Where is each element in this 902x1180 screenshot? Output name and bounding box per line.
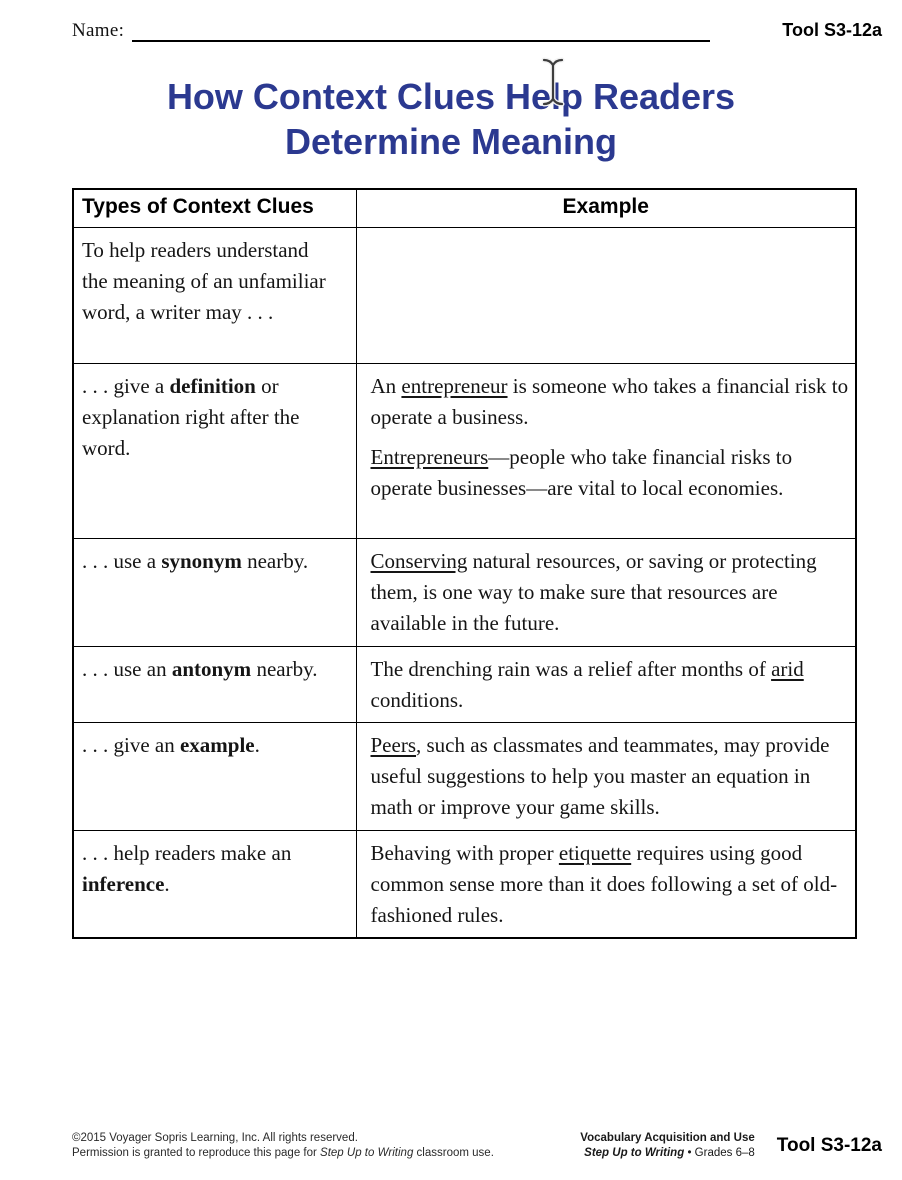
table-row-inference — [73, 830, 856, 938]
series-strand-label: Vocabulary Acquisition and Use — [580, 1132, 755, 1144]
clue-text — [82, 546, 338, 577]
page-title-line1: How Context Clues Help Readers — [166, 76, 736, 117]
intro-clue-cell — [73, 227, 356, 363]
text-segment: nearby. — [241, 548, 309, 573]
text-segment: . . . use a — [82, 548, 162, 573]
text-segment: natural resources, or saving or protecting them, is one way to make sure that resources are available in the future. — [370, 548, 817, 635]
tool-code-top: Tool S3-12a — [782, 20, 882, 40]
text-segment: Permission is granted to reproduce this page for — [72, 1147, 321, 1159]
underlined-term: Peers — [370, 732, 416, 757]
bold-term: inference — [82, 871, 165, 896]
antonym-example-cell — [356, 646, 856, 722]
text-segment: conditions. — [370, 687, 464, 712]
example-paragraph — [371, 371, 850, 433]
text-segment: —people who take financial risks to operate businesses—are vital to local economies. — [370, 444, 793, 500]
example-example-cell — [356, 722, 856, 830]
bold-term: synonym — [161, 548, 242, 573]
text-segment: . . . give an — [82, 732, 180, 757]
text-segment: or explanation right after the word. — [82, 373, 300, 460]
table-row-intro — [73, 227, 856, 363]
tool-code-bottom: Tool S3-12a — [776, 1135, 882, 1156]
text-segment: , such as classmates and teammates, may provide useful suggestions to help you master an equation in math or improve your game skills. — [370, 732, 830, 819]
series-block — [580, 1131, 754, 1161]
text-segment: To help readers understand the meaning of an unfamiliar word, a writer may . . . — [82, 237, 326, 324]
text-cursor-icon — [540, 56, 566, 108]
clue-text — [82, 235, 338, 328]
definition-example-cell — [356, 363, 856, 538]
example-clue-cell — [73, 722, 356, 830]
name-input-line[interactable] — [132, 22, 710, 42]
name-label: Name: — [72, 20, 125, 41]
underlined-term: etiquette — [558, 840, 632, 865]
page-title-line2: Determine Meaning — [284, 121, 618, 162]
bold-term: antonym — [171, 656, 252, 681]
bold-term: definition — [169, 373, 256, 398]
antonym-clue-cell — [73, 646, 356, 722]
text-segment: nearby. — [251, 656, 318, 681]
example-paragraph — [371, 546, 850, 639]
table-row-antonym — [73, 646, 856, 722]
copyright-line: ©2015 Voyager Sopris Learning, Inc. All rights reserved. — [72, 1132, 358, 1144]
context-clues-table — [72, 188, 857, 939]
column-header-example: Example — [356, 189, 856, 227]
text-segment: . . . use an — [82, 656, 172, 681]
example-paragraph — [371, 730, 850, 823]
permission-line — [72, 1146, 580, 1161]
inference-clue-cell — [73, 830, 356, 938]
table-row-definition — [73, 363, 856, 538]
underlined-term: arid — [771, 656, 804, 681]
text-segment: • Grades 6–8 — [684, 1147, 755, 1159]
text-segment: Behaving with proper — [370, 840, 559, 865]
text-segment: requires using good common sense more than it does following a set of old-fashioned rules. — [370, 840, 838, 927]
intro-example-cell-empty — [356, 227, 856, 363]
series-grades-line — [580, 1146, 754, 1161]
table-header-row — [73, 189, 856, 227]
underlined-term: Entrepreneurs — [370, 444, 489, 469]
text-segment: classroom use. — [413, 1147, 494, 1159]
program-name-italic: Step Up to Writing — [320, 1147, 414, 1159]
table-row-example — [73, 722, 856, 830]
example-paragraph — [371, 654, 850, 716]
page-title — [0, 74, 902, 164]
text-segment: . — [164, 871, 170, 896]
page-footer — [72, 1131, 882, 1161]
text-segment: An — [370, 373, 402, 398]
text-segment: is someone who takes a financial risk to operate a business. — [370, 373, 849, 429]
column-header-types: Types of Context Clues — [73, 189, 356, 227]
synonym-example-cell — [356, 538, 856, 646]
clue-text — [82, 371, 338, 464]
bold-term: example — [179, 732, 255, 757]
definition-clue-cell — [73, 363, 356, 538]
example-paragraph — [371, 442, 850, 504]
text-segment: The drenching rain was a relief after months of — [370, 656, 772, 681]
page-header — [72, 20, 882, 42]
program-name-italic: Step Up to Writing — [584, 1147, 685, 1159]
text-segment: . . . give a — [82, 373, 170, 398]
underlined-term: Conserving — [370, 548, 468, 573]
example-paragraph — [371, 838, 850, 931]
clue-text — [82, 654, 338, 685]
inference-example-cell — [356, 830, 856, 938]
underlined-term: entrepreneur — [401, 373, 508, 398]
clue-text — [82, 838, 338, 900]
text-segment: . . . help readers make an — [82, 840, 292, 865]
text-segment: . — [254, 732, 260, 757]
table-row-synonym — [73, 538, 856, 646]
copyright-block — [72, 1131, 580, 1161]
synonym-clue-cell — [73, 538, 356, 646]
clue-text — [82, 730, 338, 761]
